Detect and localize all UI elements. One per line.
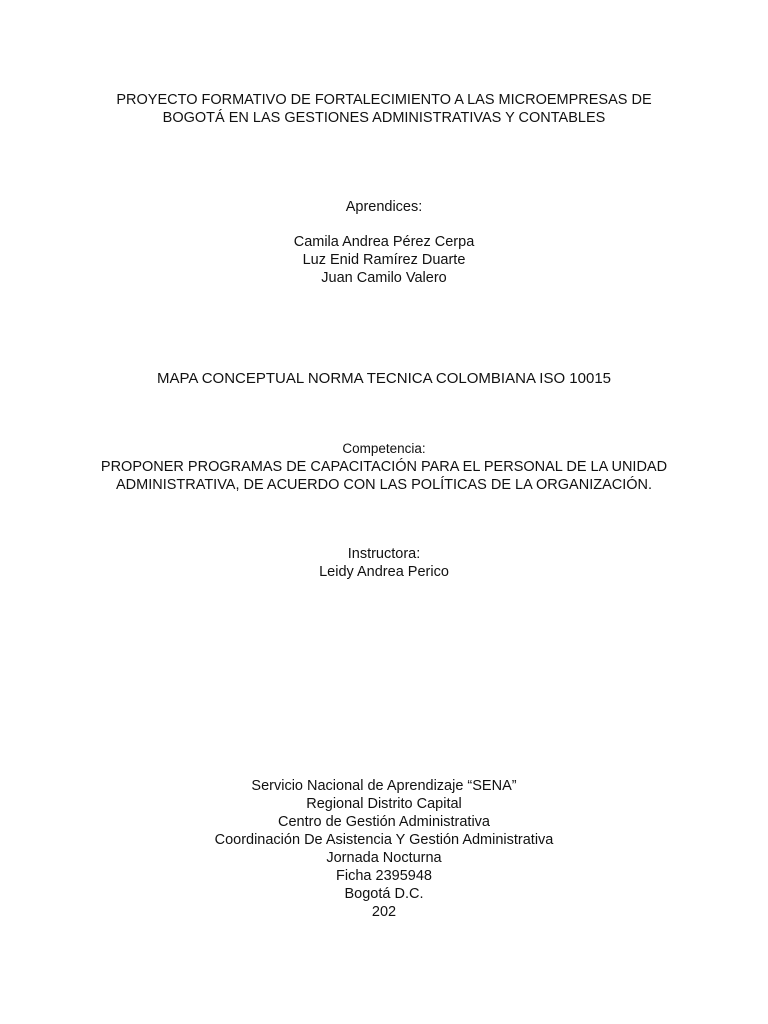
footer-line: Centro de Gestión Administrativa: [278, 814, 490, 830]
competence-line-2: ADMINISTRATIVA, DE ACUERDO CON LAS POLÍTICAS DE LA ORGANIZACIÓN.: [115, 477, 653, 493]
footer-line: 202: [371, 904, 397, 920]
document-title: [0, 91, 768, 127]
footer-line: Bogotá D.C.: [344, 886, 424, 902]
apprentice-name: Camila Andrea Pérez Cerpa: [293, 234, 475, 250]
concept-map-title-text: MAPA CONCEPTUAL NORMA TECNICA COLOMBIANA ISO 10015: [156, 370, 612, 387]
footer-line: Coordinación De Asistencia Y Gestión Administrativa: [214, 832, 554, 848]
footer-line: Regional Distrito Capital: [306, 796, 462, 812]
concept-map-title: [0, 370, 768, 388]
footer-line: Jornada Nocturna: [326, 850, 442, 866]
institution-footer: [0, 777, 768, 921]
competence-label: Competencia:: [342, 441, 426, 456]
instructor-name: Leidy Andrea Perico: [319, 564, 449, 580]
instructor-label: Instructora:: [347, 546, 421, 562]
title-line-2: BOGOTÁ EN LAS GESTIONES ADMINISTRATIVAS Y CONTABLES: [162, 110, 606, 126]
apprentices-section: [0, 198, 768, 287]
instructor-section: [0, 545, 768, 581]
apprentices-list: [0, 233, 768, 287]
apprentice-name: Juan Camilo Valero: [321, 270, 447, 286]
competence-line-1: PROPONER PROGRAMAS DE CAPACITACIÓN PARA EL PERSONAL DE LA UNIDAD: [100, 459, 668, 475]
apprentices-label: Aprendices:: [345, 199, 423, 215]
apprentice-name: Luz Enid Ramírez Duarte: [302, 252, 466, 268]
competence-section: [0, 440, 768, 494]
title-line-1: PROYECTO FORMATIVO DE FORTALECIMIENTO A LAS MICROEMPRESAS DE: [116, 92, 652, 108]
footer-line: Ficha 2395948: [336, 868, 432, 884]
footer-line: Servicio Nacional de Aprendizaje “SENA”: [251, 778, 517, 794]
